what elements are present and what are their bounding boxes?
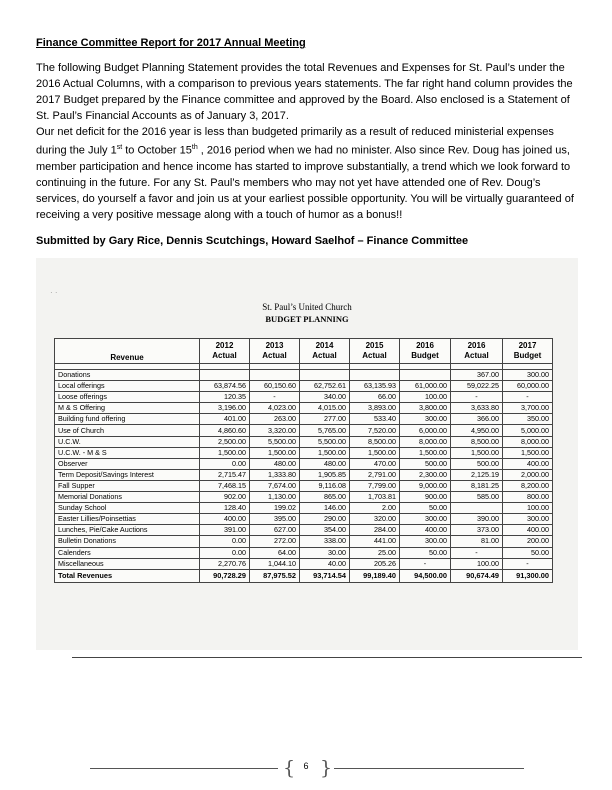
table-cell: 800.00 bbox=[503, 492, 553, 503]
table-cell bbox=[350, 370, 400, 381]
table-cell: 8,500.00 bbox=[451, 436, 503, 447]
row-label: Local offerings bbox=[55, 381, 200, 392]
table-cell: 200.00 bbox=[503, 536, 553, 547]
table-cell: 60,150.60 bbox=[250, 381, 300, 392]
table-cell: 300.00 bbox=[400, 414, 451, 425]
row-label: Loose offerings bbox=[55, 392, 200, 403]
column-year: 2015 bbox=[365, 341, 384, 350]
row-label: U.C.W. - M & S bbox=[55, 447, 200, 458]
submitted-by: Submitted by Gary Rice, Dennis Scutchings, Howard Saelhof – Finance Committee bbox=[36, 235, 469, 247]
column-kind: Actual bbox=[362, 351, 387, 360]
table-cell: 1,044.10 bbox=[250, 558, 300, 569]
header-row bbox=[55, 339, 553, 364]
table-cell: 8,200.00 bbox=[503, 480, 553, 491]
table-cell: 3,196.00 bbox=[200, 403, 250, 414]
table-cell bbox=[300, 370, 350, 381]
table-cell: 400.00 bbox=[503, 525, 553, 536]
table-cell: 7,468.15 bbox=[200, 480, 250, 491]
table-cell: 2,125.19 bbox=[451, 469, 503, 480]
table-cell: 40.00 bbox=[300, 558, 350, 569]
table-cell: 263.00 bbox=[250, 414, 300, 425]
column-year: 2016 bbox=[416, 341, 434, 350]
row-label: Term Deposit/Savings Interest bbox=[55, 469, 200, 480]
table-cell: 120.35 bbox=[200, 392, 250, 403]
paragraph-1: The following Budget Planning Statement provides the total Revenues and Expenses for St. Paul’s under the 2016 Actual Columns, with a comparison to previous years statements. The far right hand column provides the 2017 Budget prepared by the Finance committee and approved by the Board. Also enclosed is a Statement of St. Paul’s Financial Accounts as of January 3, 2017. bbox=[36, 62, 573, 122]
table-cell: 61,000.00 bbox=[400, 381, 451, 392]
table-cell: - bbox=[503, 558, 553, 569]
total-cell: 90,674.49 bbox=[451, 569, 503, 582]
total-cell: 87,975.52 bbox=[250, 569, 300, 582]
table-cell: 8,500.00 bbox=[350, 436, 400, 447]
total-cell: 91,300.00 bbox=[503, 569, 553, 582]
table-cell: 373.00 bbox=[451, 525, 503, 536]
table-cell: 5,500.00 bbox=[250, 436, 300, 447]
table-cell: 300.00 bbox=[400, 536, 451, 547]
page-number: 6 bbox=[303, 761, 309, 771]
revenue-header: Revenue bbox=[55, 339, 200, 364]
table-cell bbox=[250, 370, 300, 381]
table-cell: - bbox=[451, 392, 503, 403]
table-cell: 865.00 bbox=[300, 492, 350, 503]
table-cell: 64.00 bbox=[250, 547, 300, 558]
table-cell: 1,500.00 bbox=[300, 447, 350, 458]
table-cell: 300.00 bbox=[503, 514, 553, 525]
table-row bbox=[55, 547, 553, 558]
total-cell: 94,500.00 bbox=[400, 569, 451, 582]
table-cell: - bbox=[250, 392, 300, 403]
row-label: Observer bbox=[55, 458, 200, 469]
table-row bbox=[55, 525, 553, 536]
paragraph-2-part-3: , 2016 period when we had no minister. Also since Rev. Doug has joined us, member participation and hence income has started to improve substantially, a trend which we look forward to continuing in the future. For any St. Paul’s members who may not yet have attended one of Rev. Doug’s services, do yourself a favor and join us at your earliest possible opportunity. You will be virtually guaranteed of receiving a very positive message along with a touch of humor as a bonus!! bbox=[36, 144, 574, 221]
column-header bbox=[250, 339, 300, 364]
row-label: Building fund offering bbox=[55, 414, 200, 425]
table-cell: 1,703.81 bbox=[350, 492, 400, 503]
table-cell: 3,700.00 bbox=[503, 403, 553, 414]
table-cell bbox=[400, 370, 451, 381]
footer-rule-left bbox=[90, 768, 278, 769]
table-cell: - bbox=[503, 392, 553, 403]
table-cell: 627.00 bbox=[250, 525, 300, 536]
table-cell: 5,500.00 bbox=[300, 436, 350, 447]
table-cell: 0.00 bbox=[200, 536, 250, 547]
table-cell: 533.40 bbox=[350, 414, 400, 425]
column-kind: Actual bbox=[312, 351, 337, 360]
table-cell: 400.00 bbox=[200, 514, 250, 525]
column-header bbox=[451, 339, 503, 364]
table-cell: 0.00 bbox=[200, 547, 250, 558]
table-cell: 128.40 bbox=[200, 503, 250, 514]
row-label: Bulletin Donations bbox=[55, 536, 200, 547]
church-name: St. Paul’s United Church bbox=[262, 302, 352, 312]
table-cell: 2.00 bbox=[350, 503, 400, 514]
table-cell: - bbox=[400, 558, 451, 569]
row-label: Fall Supper bbox=[55, 480, 200, 491]
table-cell: 30.00 bbox=[300, 547, 350, 558]
table-cell: 272.00 bbox=[250, 536, 300, 547]
column-year: 2014 bbox=[315, 341, 334, 350]
table-cell: 320.00 bbox=[350, 514, 400, 525]
row-label: Donations bbox=[55, 370, 200, 381]
column-header bbox=[350, 339, 400, 364]
table-row bbox=[55, 558, 553, 569]
table-cell: 50.00 bbox=[503, 547, 553, 558]
row-label: Lunches, Pie/Cake Auctions bbox=[55, 525, 200, 536]
table-cell: 400.00 bbox=[400, 525, 451, 536]
table-cell: 300.00 bbox=[400, 514, 451, 525]
table-cell: 100.00 bbox=[451, 558, 503, 569]
table-cell: 2,715.47 bbox=[200, 469, 250, 480]
total-cell: 93,714.54 bbox=[300, 569, 350, 582]
table-cell: 338.00 bbox=[300, 536, 350, 547]
table-cell: 367.00 bbox=[451, 370, 503, 381]
table-row bbox=[55, 414, 553, 425]
table-cell: 199.02 bbox=[250, 503, 300, 514]
table-cell: 350.00 bbox=[503, 414, 553, 425]
table-cell: 1,500.00 bbox=[451, 447, 503, 458]
table-cell: 60,000.00 bbox=[503, 381, 553, 392]
table-cell: 1,500.00 bbox=[503, 447, 553, 458]
table-cell: 1,500.00 bbox=[200, 447, 250, 458]
table-cell: 585.00 bbox=[451, 492, 503, 503]
table-cell: 470.00 bbox=[350, 458, 400, 469]
table-row bbox=[55, 381, 553, 392]
budget-planning-title: BUDGET PLANNING bbox=[265, 314, 349, 324]
table-cell: 81.00 bbox=[451, 536, 503, 547]
table-row bbox=[55, 392, 553, 403]
table-cell: 2,500.00 bbox=[200, 436, 250, 447]
table-cell: 66.00 bbox=[350, 392, 400, 403]
table-cell: 3,633.80 bbox=[451, 403, 503, 414]
total-cell: 99,189.40 bbox=[350, 569, 400, 582]
table-cell: 1,500.00 bbox=[250, 447, 300, 458]
superscript-th: th bbox=[191, 144, 198, 151]
table-cell: 3,893.00 bbox=[350, 403, 400, 414]
table-cell: 146.00 bbox=[300, 503, 350, 514]
table-cell: 354.00 bbox=[300, 525, 350, 536]
column-kind: Actual bbox=[464, 351, 489, 360]
intro-text bbox=[36, 60, 584, 223]
row-label: Easter Lillies/Poinsettias bbox=[55, 514, 200, 525]
table-cell: 8,181.25 bbox=[451, 480, 503, 491]
row-label: Memorial Donations bbox=[55, 492, 200, 503]
table-cell: 9,000.00 bbox=[400, 480, 451, 491]
table-cell: 391.00 bbox=[200, 525, 250, 536]
table-cell: 395.00 bbox=[250, 514, 300, 525]
table-cell: 902.00 bbox=[200, 492, 250, 503]
column-year: 2017 bbox=[518, 341, 537, 350]
table-cell: 5,000.00 bbox=[503, 425, 553, 436]
table-cell: 8,000.00 bbox=[503, 436, 553, 447]
table-row bbox=[55, 492, 553, 503]
table-cell bbox=[451, 503, 503, 514]
total-row bbox=[55, 569, 553, 582]
table-cell: 4,860.60 bbox=[200, 425, 250, 436]
table-row bbox=[55, 403, 553, 414]
left-brace: { bbox=[283, 757, 296, 779]
table-cell: 390.00 bbox=[451, 514, 503, 525]
table-cell: 2,270.76 bbox=[200, 558, 250, 569]
table-cell: 9,116.08 bbox=[300, 480, 350, 491]
budget-table bbox=[54, 338, 553, 583]
table-cell: 401.00 bbox=[200, 414, 250, 425]
table-cell: 50.00 bbox=[400, 503, 451, 514]
column-year: 2013 bbox=[265, 341, 284, 350]
table-row bbox=[55, 480, 553, 491]
table-cell: 480.00 bbox=[250, 458, 300, 469]
column-header bbox=[300, 339, 350, 364]
column-kind: Budget bbox=[513, 351, 542, 360]
table-cell: 290.00 bbox=[300, 514, 350, 525]
table-cell: 63,135.93 bbox=[350, 381, 400, 392]
table-cell: 3,800.00 bbox=[400, 403, 451, 414]
table-cell: 2,300.00 bbox=[400, 469, 451, 480]
table-row bbox=[55, 447, 553, 458]
column-year: 2012 bbox=[215, 341, 234, 350]
paragraph-2-part-1: Our net deficit for the 2016 year is less than budgeted primarily as a result of reduced ministerial expenses during the July 1 bbox=[36, 126, 554, 157]
right-brace: } bbox=[320, 757, 333, 779]
table-cell: 5,765.00 bbox=[300, 425, 350, 436]
column-header bbox=[503, 339, 553, 364]
paragraph-2 bbox=[36, 124, 584, 223]
table-cell: 284.00 bbox=[350, 525, 400, 536]
row-label: Use of Church bbox=[55, 425, 200, 436]
table-cell: 3,320.00 bbox=[250, 425, 300, 436]
table-cell: 59,022.25 bbox=[451, 381, 503, 392]
table-cell: 1,130.00 bbox=[250, 492, 300, 503]
column-year: 2016 bbox=[467, 341, 486, 350]
column-kind: Actual bbox=[212, 351, 237, 360]
table-cell: 25.00 bbox=[350, 547, 400, 558]
total-cell: 90,728.29 bbox=[200, 569, 250, 582]
footer-rule-right bbox=[334, 768, 524, 769]
row-label: Sunday School bbox=[55, 503, 200, 514]
table-cell bbox=[200, 370, 250, 381]
row-label: Calenders bbox=[55, 547, 200, 558]
column-kind: Actual bbox=[262, 351, 287, 360]
row-label: U.C.W. bbox=[55, 436, 200, 447]
table-cell: 4,950.00 bbox=[451, 425, 503, 436]
table-row bbox=[55, 425, 553, 436]
table-cell: 100.00 bbox=[503, 503, 553, 514]
column-kind: Budget bbox=[411, 351, 439, 360]
table-cell: 500.00 bbox=[451, 458, 503, 469]
table-row bbox=[55, 469, 553, 480]
column-header bbox=[200, 339, 250, 364]
table-cell: 2,791.00 bbox=[350, 469, 400, 480]
table-cell: 7,799.00 bbox=[350, 480, 400, 491]
table-cell: 7,520.00 bbox=[350, 425, 400, 436]
table-cell: 500.00 bbox=[400, 458, 451, 469]
row-label: M & S Offering bbox=[55, 403, 200, 414]
table-cell: 300.00 bbox=[503, 370, 553, 381]
divider-line bbox=[72, 657, 582, 658]
table-cell: 2,000.00 bbox=[503, 469, 553, 480]
row-label: Miscellaneous bbox=[55, 558, 200, 569]
budget-scan-image bbox=[36, 258, 578, 650]
table-cell: 400.00 bbox=[503, 458, 553, 469]
table-cell: 0.00 bbox=[200, 458, 250, 469]
table-row bbox=[55, 503, 553, 514]
table-row bbox=[55, 536, 553, 547]
table-cell: - bbox=[451, 547, 503, 558]
table-cell: 366.00 bbox=[451, 414, 503, 425]
table-cell: 441.00 bbox=[350, 536, 400, 547]
table-cell: 6,000.00 bbox=[400, 425, 451, 436]
table-cell: 205.26 bbox=[350, 558, 400, 569]
scan-mark: · · bbox=[50, 288, 58, 297]
total-label: Total Revenues bbox=[55, 569, 200, 582]
table-cell: 480.00 bbox=[300, 458, 350, 469]
table-cell: 4,015.00 bbox=[300, 403, 350, 414]
table-row bbox=[55, 370, 553, 381]
table-row bbox=[55, 458, 553, 469]
table-cell: 100.00 bbox=[400, 392, 451, 403]
table-row bbox=[55, 514, 553, 525]
table-cell: 8,000.00 bbox=[400, 436, 451, 447]
column-header bbox=[400, 339, 451, 364]
table-cell: 900.00 bbox=[400, 492, 451, 503]
superscript-st: st bbox=[116, 144, 123, 151]
table-cell: 62,752.61 bbox=[300, 381, 350, 392]
table-cell: 63,874.56 bbox=[200, 381, 250, 392]
table-cell: 7,674.00 bbox=[250, 480, 300, 491]
table-cell: 50.00 bbox=[400, 547, 451, 558]
table-cell: 1,905.85 bbox=[300, 469, 350, 480]
table-cell: 340.00 bbox=[300, 392, 350, 403]
table-cell: 4,023.00 bbox=[250, 403, 300, 414]
table-cell: 1,500.00 bbox=[350, 447, 400, 458]
table-cell: 1,333.80 bbox=[250, 469, 300, 480]
table-row bbox=[55, 436, 553, 447]
paragraph-2-part-2: to October 15 bbox=[122, 144, 192, 157]
table-cell: 277.00 bbox=[300, 414, 350, 425]
report-heading: Finance Committee Report for 2017 Annual Meeting bbox=[36, 37, 306, 49]
table-cell: 1,500.00 bbox=[400, 447, 451, 458]
